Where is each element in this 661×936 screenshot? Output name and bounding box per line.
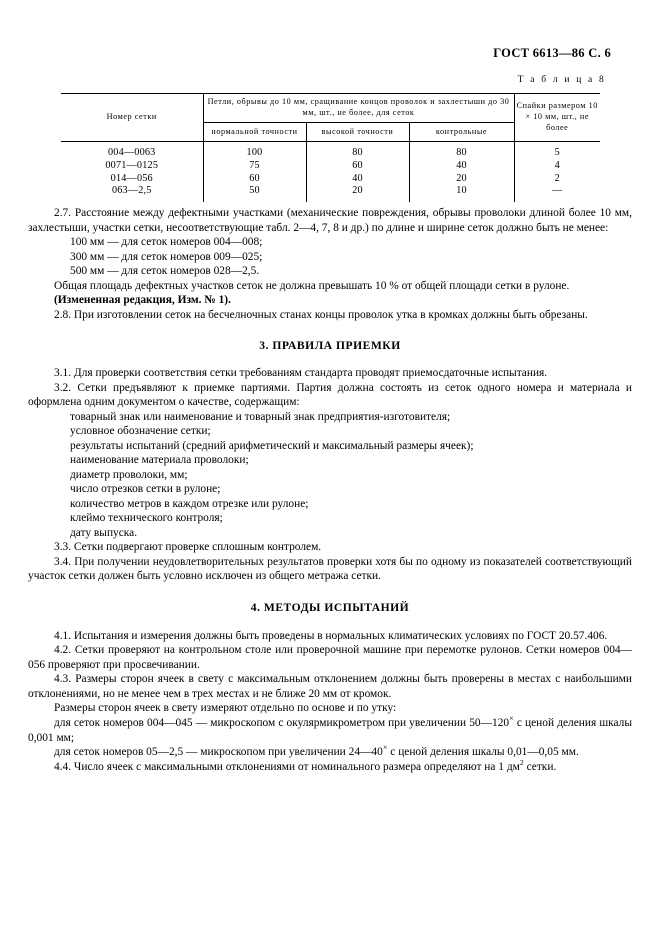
paragraph-4-3-item-2 xyxy=(28,745,632,760)
cell-normal: 60 xyxy=(203,173,306,186)
cell-control: 40 xyxy=(409,160,514,173)
paragraph-4-3-item-1-text-b: с ценой деления шкалы 0,001 мм; xyxy=(28,716,632,744)
paragraph-4-1: 4.1. Испытания и измерения должны быть проведены в нормальных климатических условиях по ГОСТ 20.57.406. xyxy=(54,629,608,642)
paragraph-3-1: 3.1. Для проверки соответствия сетки требованиям стандарта проводят приемосдаточные испытания. xyxy=(54,367,548,380)
paragraph-4-4-text-b: сетки. xyxy=(523,760,557,773)
document-body xyxy=(28,206,632,774)
cell-control: 10 xyxy=(409,185,514,202)
square-exponent: 2 xyxy=(519,757,524,767)
paragraph-3-2-item-1: товарный знак или наименование и товарный знак предприятия-изготовителя; xyxy=(70,410,451,423)
header-mesh-number: Номер сетки xyxy=(61,94,203,142)
paragraph-4-3-sub: Размеры сторон ячеек в свету измеряют отдельно по основе и по утку: xyxy=(54,702,397,715)
paragraph-3-3: 3.3. Сетки подвергают проверке сплошным контролем. xyxy=(54,541,322,554)
page-header-standard-ref: ГОСТ 6613—86 С. 6 xyxy=(493,46,611,60)
paragraph-2-7-total: Общая площадь дефектных участков сеток не должна превышать 10 % от общей площади сетки в рулоне. xyxy=(54,279,570,292)
table-8-wrapper xyxy=(61,93,600,202)
cell-high: 80 xyxy=(306,142,409,160)
table-8 xyxy=(61,93,600,202)
header-sub-control: контрольные xyxy=(409,123,514,142)
cell-solder: 5 xyxy=(554,147,560,158)
cell-mesh: 063—2,5 xyxy=(61,185,203,202)
cell-mesh: 014—056 xyxy=(61,173,203,186)
paragraph-3-4: 3.4. При получении неудовлетворительных результатов проверки хотя бы по одному из показателей соответствующий участок сетки должен быть условно исключен из общего метража сетки. xyxy=(28,555,632,583)
section-4-heading: 4. МЕТОДЫ ИСПЫТАНИЙ xyxy=(250,601,410,614)
magnification-symbol-icon: × xyxy=(382,743,388,753)
paragraph-4-3-item-1-text-a: для сеток номеров 004—045 — микроскопом с окулярмикрометром при увеличении 50—120 xyxy=(54,716,510,729)
paragraph-3-2-item-8: клеймо технического контроля; xyxy=(70,512,223,525)
table-row xyxy=(61,173,600,186)
table-row xyxy=(61,160,600,173)
table-row xyxy=(61,185,600,202)
paragraph-4-3: 4.3. Размеры сторон ячеек в свету с максимальным отклонением должны быть проверены в местах с наибольшими отклонениями, но не менее чем в трех местах и не ближе 20 мм от кромок. xyxy=(28,673,632,700)
paragraph-2-7-item-1: 100 мм — для сеток номеров 004—008; xyxy=(70,236,263,249)
paragraph-4-3-item-2-text-b: с ценой деления шкалы 0,01—0,05 мм. xyxy=(387,746,579,759)
paragraph-3-2: 3.2. Сетки предъявляют к приемке партиями. Партия должна состоять из сеток одного номера и материала и оформлена одним документом о качестве, содержащим: xyxy=(28,381,632,409)
paragraph-3-2-item-9: дату выпуска. xyxy=(70,526,138,539)
paragraph-4-2: 4.2. Сетки проверяют на контрольном столе или проверочной машине при перемотке рулонов. Сетки номеров 004—056 проверяют при просвечивании. xyxy=(28,644,632,671)
paragraph-3-2-item-5: диаметр проволоки, мм; xyxy=(70,468,188,481)
table-caption: Т а б л и ц а 8 xyxy=(517,75,606,85)
paragraph-3-2-item-7: количество метров в каждом отрезке или рулоне; xyxy=(70,497,309,510)
paragraph-2-7-item-3: 500 мм — для сеток номеров 028—2,5. xyxy=(70,265,260,278)
paragraph-amendment-note: (Измененная редакция, Изм. № 1). xyxy=(54,294,231,307)
cell-normal: 75 xyxy=(203,160,306,173)
paragraph-2-8: 2.8. При изготовлении сеток на бесчелночных станах концы проволок утка в кромках должны быть обрезаны. xyxy=(54,308,588,321)
header-sub-normal-accuracy: нормальной точности xyxy=(203,123,306,142)
paragraph-4-4-text-a: 4.4. Число ячеек с максимальными отклонениями от номинального размера определяют на 1 дм xyxy=(54,760,520,773)
cell-mesh: 0071—0125 xyxy=(61,160,203,173)
cell-normal: 100 xyxy=(203,142,306,160)
paragraph-4-3-item-2-text-a: для сеток номеров 05—2,5 — микроскопом при увеличении 24—40 xyxy=(54,746,383,759)
cell-solder: 4 xyxy=(554,159,560,171)
cell-high: 60 xyxy=(306,160,409,173)
table-header-row-1 xyxy=(61,94,600,123)
cell-solder: — xyxy=(552,185,563,197)
cell-control: 80 xyxy=(409,142,514,160)
paragraph-4-3-item-1 xyxy=(28,716,632,745)
header-solder-joints: Спайки размером 10 × 10 мм, шт., не более xyxy=(514,94,600,142)
cell-high: 20 xyxy=(306,185,409,202)
paragraph-3-2-item-4: наименование материала проволоки; xyxy=(70,454,249,467)
cell-control: 20 xyxy=(409,173,514,186)
section-3-heading: 3. ПРАВИЛА ПРИЕМКИ xyxy=(259,339,401,353)
paragraph-2-7: 2.7. Расстояние между дефектными участками (механические повреждения, обрывы проволоки длиной более 10 мм, захлестыши, участки сетки, несоответствующие табл. 2—4, 7, 8 и др.) по длине и ширине сеток должно быть не менее: xyxy=(28,207,632,234)
header-defects-group: Петли, обрывы до 10 мм, сращивание концов проволок и захлестыши до 30 мм, шт., не более, для сеток xyxy=(203,94,514,123)
cell-solder: 2 xyxy=(554,172,560,184)
cell-high: 40 xyxy=(306,173,409,186)
header-sub-high-accuracy: высокой точности xyxy=(306,123,409,142)
paragraph-2-7-item-2: 300 мм — для сеток номеров 009—025; xyxy=(70,250,263,263)
cell-normal: 50 xyxy=(203,185,306,202)
cell-mesh: 004—0063 xyxy=(61,142,203,160)
paragraph-3-2-item-2: условное обозначение сетки; xyxy=(70,425,211,438)
paragraph-4-4 xyxy=(28,757,632,775)
magnification-symbol-icon: × xyxy=(509,714,514,724)
paragraph-3-2-item-3: результаты испытаний (средний арифметический и максимальный размеры ячеек); xyxy=(70,439,474,452)
table-row xyxy=(61,142,600,160)
paragraph-3-2-item-6: число отрезков сетки в рулоне; xyxy=(70,483,221,496)
